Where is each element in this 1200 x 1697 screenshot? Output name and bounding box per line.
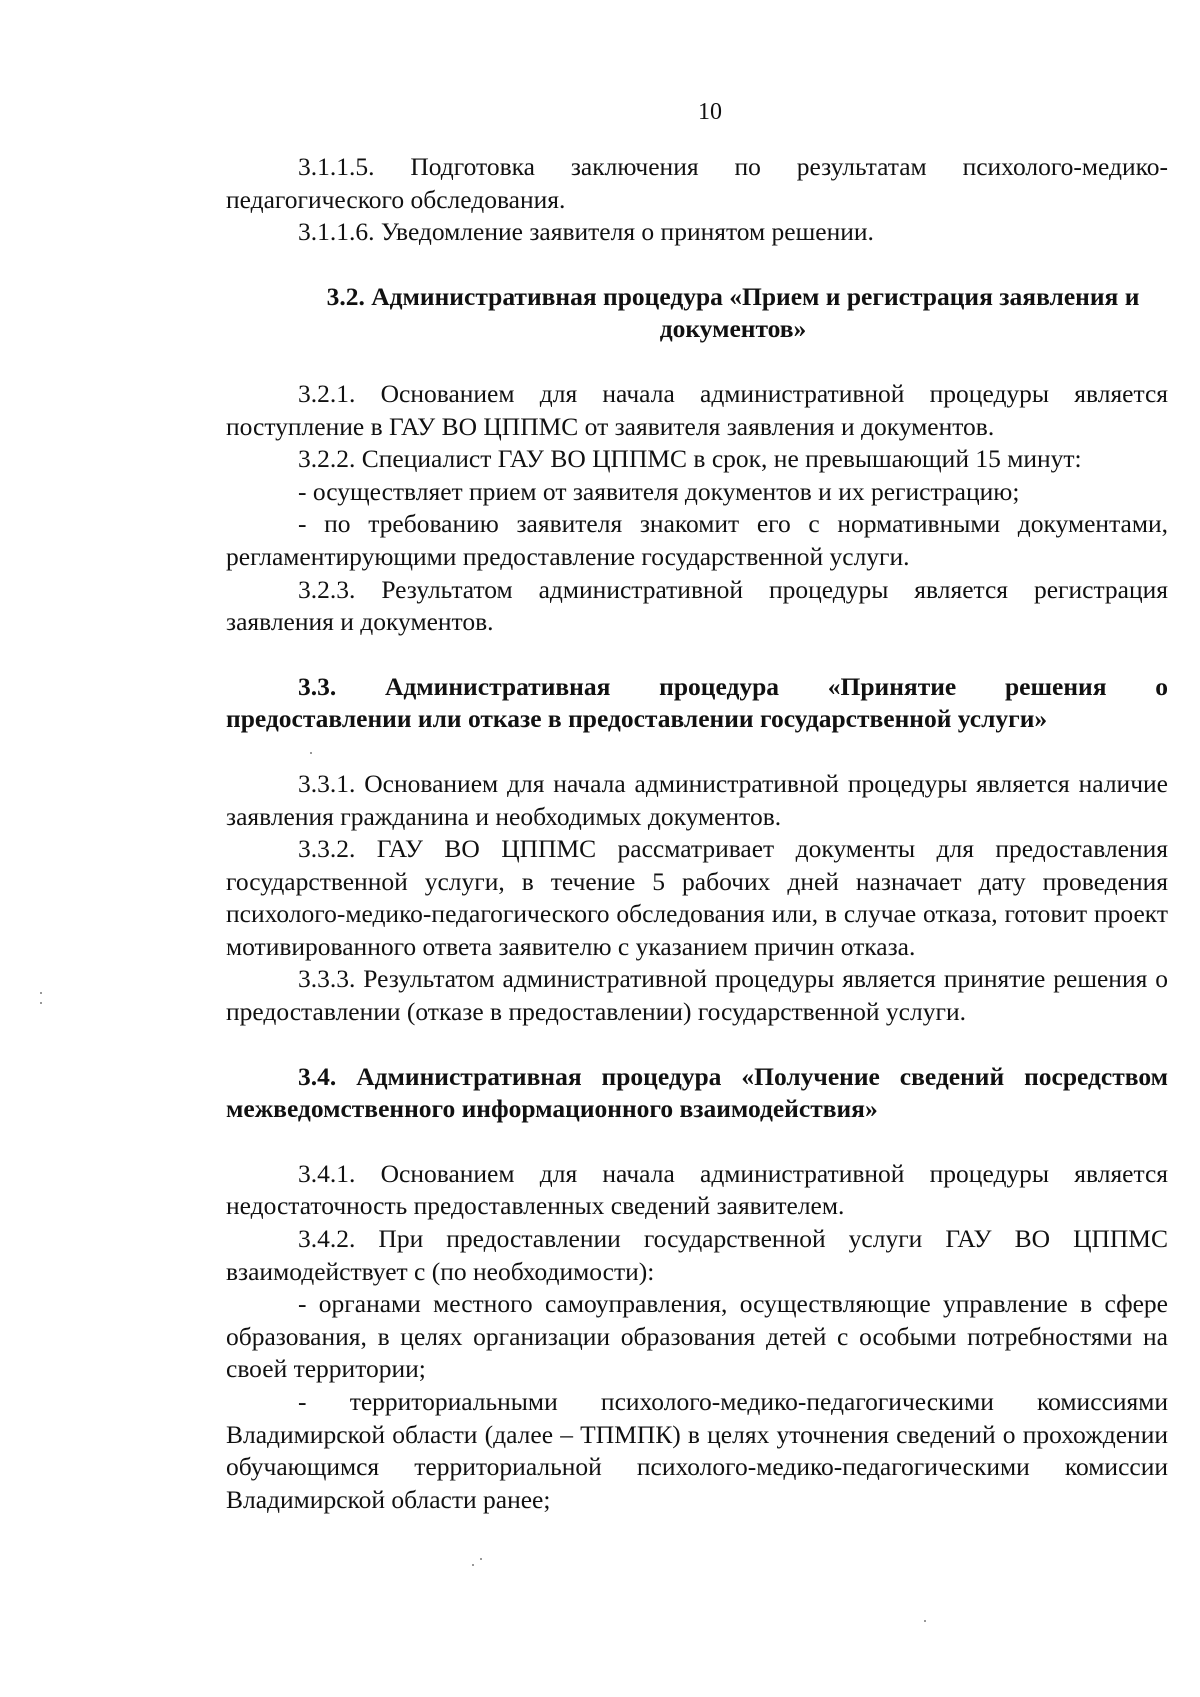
scan-speck	[40, 1002, 42, 1004]
scan-speck	[924, 1620, 926, 1622]
section-heading-3-3-line-2: предоставлении или отказе в предоставлении государственной услуги»	[226, 704, 1048, 734]
paragraph-3-4-1: 3.4.1. Основанием для начала административной процедуры является недостаточность предоставленных сведений заявителем.	[226, 1158, 1168, 1221]
list-item-local-government: - органами местного самоуправления, осуществляющие управление в сфере образования, в целях организации образования детей с особыми потребностями на своей территории;	[226, 1289, 1168, 1384]
section-heading-3-2: 3.2. Административная процедура «Прием и регистрация заявления и документов»	[326, 281, 1140, 344]
section-heading-3-4: 3.4. Административная процедура «Получение сведений посредством межведомственного информационного взаимодействия»	[226, 1061, 1168, 1124]
paragraph-3-4-2: 3.4.2. При предоставлении государственной услуги ГАУ ВО ЦППМС взаимодействует с (по необходимости):	[226, 1224, 1168, 1286]
paragraph-3-3-2: 3.3.2. ГАУ ВО ЦППМС рассматривает документы для предоставления государственной услуги, в течение 5 рабочих дней назначает дату проведения психолого-медико-педагогического обследования или, в случае отказа, готовит проект мотивированного ответа заявителю с указанием причин отказа.	[226, 834, 1168, 961]
paragraph-3-2-1: 3.2.1. Основанием для начала административной процедуры является поступление в ГАУ ВО ЦППМС от заявителя заявления и документов.	[226, 378, 1168, 441]
paragraph-3-3-1: 3.3.1. Основанием для начала административной процедуры является наличие заявления гражданина и необходимых документов.	[226, 768, 1168, 831]
paragraph-3-2-3: 3.2.3. Результатом административной процедуры является регистрация заявления и документов.	[226, 574, 1168, 637]
scan-speck	[40, 992, 42, 994]
paragraph-3-1-1-5: 3.1.1.5. Подготовка заключения по результатам психолого-медико-педагогического обследования.	[226, 152, 1168, 214]
paragraph-3-2-2: 3.2.2. Специалист ГАУ ВО ЦППМС в срок, не превышающий 15 минут:	[298, 444, 1082, 474]
document-body	[226, 151, 1168, 1516]
section-heading-3-3-line-1: 3.3. Административная процедура «Принятие решения о	[298, 671, 1168, 701]
scan-speck	[480, 1558, 482, 1560]
scan-speck	[310, 752, 312, 754]
paragraph-3-1-1-6: 3.1.1.6. Уведомление заявителя о принятом решении.	[298, 217, 874, 247]
scan-speck	[472, 1564, 474, 1566]
list-item-reception: - осуществляет прием от заявителя документов и их регистрацию;	[298, 476, 1020, 506]
paragraph-3-3-3: 3.3.3. Результатом административной процедуры является принятие решения о предоставлении (отказе в предоставлении) государственной услуги.	[226, 964, 1168, 1027]
list-item-acquaint: - по требованию заявителя знакомит его с нормативными документами, регламентирующими предоставление государственной услуги.	[226, 509, 1168, 571]
page-number: 10	[698, 99, 722, 125]
list-item-tpmpk: - территориальными психолого-медико-педагогическими комиссиями Владимирской области (далее – ТПМПК) в целях уточнения сведений о прохождении обучающимся территориальной психолого-медико-педагогическими комиссии Владимирской области ранее;	[226, 1387, 1168, 1514]
